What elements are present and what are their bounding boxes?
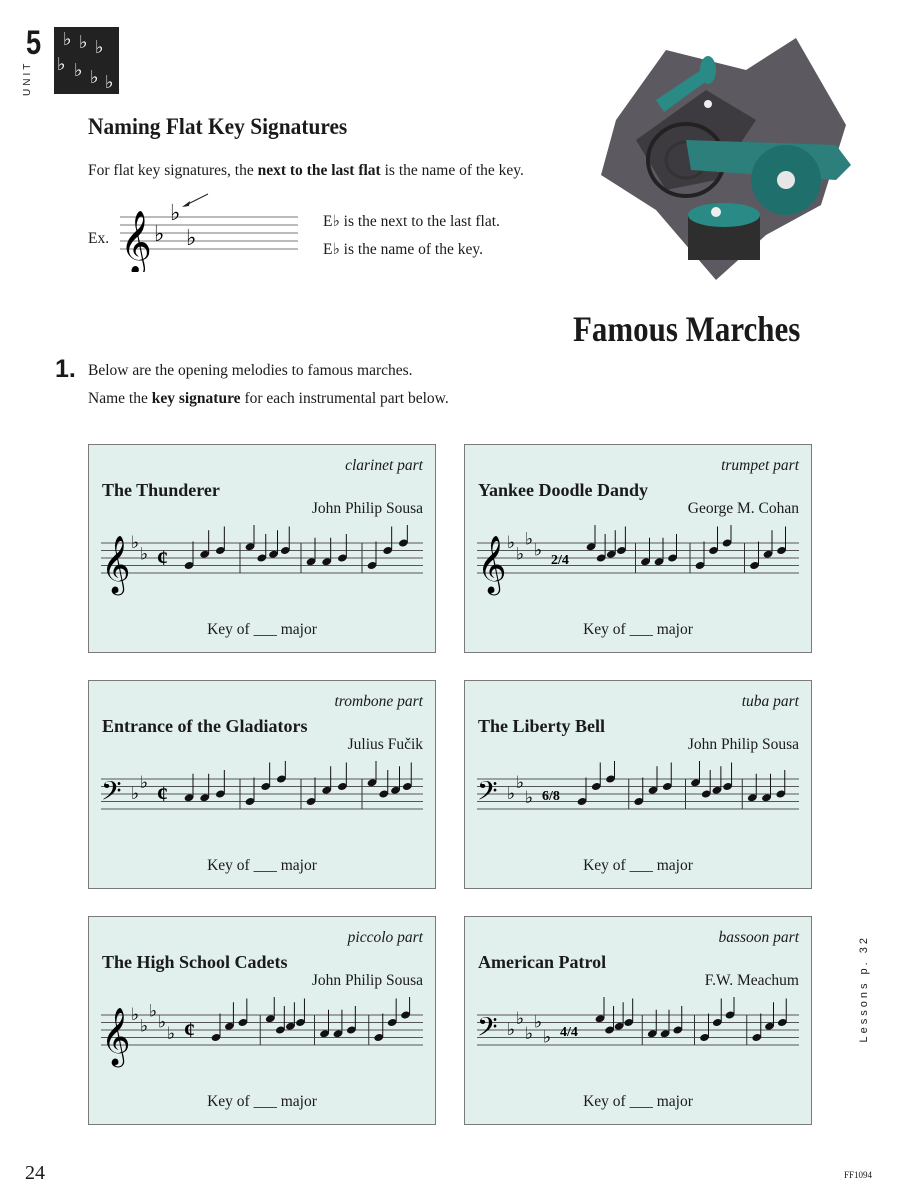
flat-icon: ♭ <box>131 1005 140 1025</box>
instrument-part: trumpet part <box>721 457 799 474</box>
flat-icon: ♭ <box>534 540 543 561</box>
marching-instruments-illustration <box>596 30 861 285</box>
flat-icon: ♭ <box>131 533 140 553</box>
key-answer-blank[interactable]: Key of ___ major <box>583 621 693 638</box>
flat-icon: ♭ <box>158 1012 167 1033</box>
bass-clef-icon: 𝄢 <box>477 775 498 813</box>
flat-icon: ♭ <box>516 772 525 793</box>
flat-icon: ♭ <box>131 784 140 804</box>
intro-text: For flat key signatures, the next to the last flat is the name of the key. <box>88 162 524 179</box>
key-answer-blank[interactable]: Key of ___ major <box>583 1093 693 1110</box>
flat-icon: ♭ <box>525 529 534 550</box>
march-card <box>464 916 812 1125</box>
instrument-part: tuba part <box>741 693 799 710</box>
march-title: The Thunderer <box>102 480 220 500</box>
question-line-2: Name the key signature for each instrumental part below. <box>88 390 449 407</box>
question-line-1: Below are the opening melodies to famous marches. <box>88 362 413 379</box>
key-answer-blank[interactable]: Key of ___ major <box>583 857 693 874</box>
flat-icon: ♭ <box>543 1027 552 1048</box>
unit-number: 5 <box>26 24 42 62</box>
composer: John Philip Sousa <box>687 736 799 753</box>
bass-clef-icon: 𝄢 <box>477 1011 498 1049</box>
music-staff <box>101 525 425 605</box>
section-title: Naming Flat Key Signatures <box>88 114 348 139</box>
flat-icon: ♭ <box>140 772 149 793</box>
music-staff <box>101 761 425 841</box>
composer: Julius Fučik <box>347 736 423 753</box>
example-line-1: E♭ is the next to the last flat. <box>323 213 500 230</box>
treble-clef-icon: 𝄞 <box>101 535 131 593</box>
flat-icon: ♭ <box>140 544 149 565</box>
time-signature: 4/4 <box>560 1025 578 1040</box>
march-title: The High School Cadets <box>102 952 288 972</box>
svg-text:𝄞: 𝄞 <box>120 210 152 272</box>
march-title: American Patrol <box>478 952 607 972</box>
bass-clef-icon: 𝄢 <box>101 775 122 813</box>
flat-icon: ♭ <box>534 1012 543 1033</box>
flat-icon: ♭ <box>507 533 516 553</box>
key-answer-blank[interactable]: Key of ___ major <box>207 857 317 874</box>
flat-icon: ♭ <box>507 1020 516 1040</box>
page-number: 24 <box>25 1162 45 1184</box>
march-card <box>88 444 436 653</box>
example-staff <box>118 192 300 272</box>
instrument-part: piccolo part <box>347 929 423 946</box>
key-answer-blank[interactable]: Key of ___ major <box>207 1093 317 1110</box>
march-card <box>88 680 436 889</box>
music-staff <box>101 997 425 1077</box>
svg-text:♭: ♭ <box>186 226 197 251</box>
svg-text:♭: ♭ <box>154 222 165 247</box>
flat-icon: ♭ <box>525 787 534 808</box>
march-title: Entrance of the Gladiators <box>102 716 308 736</box>
composer: George M. Cohan <box>687 500 799 517</box>
march-title: The Liberty Bell <box>478 716 605 736</box>
unit-flats-badge: ♭ ♭ ♭ ♭ ♭ ♭ ♭ <box>54 27 119 94</box>
flat-icon: ♭ <box>525 1023 534 1044</box>
flat-icon: ♭ <box>516 1008 525 1029</box>
instrument-part: bassoon part <box>718 929 799 946</box>
instrument-part: clarinet part <box>345 457 423 474</box>
example-line-2: E♭ is the name of the key. <box>323 241 483 258</box>
composer: John Philip Sousa <box>311 972 423 989</box>
treble-clef-icon: 𝄞 <box>101 1007 131 1065</box>
march-card <box>464 680 812 889</box>
composer: John Philip Sousa <box>311 500 423 517</box>
key-answer-blank[interactable]: Key of ___ major <box>207 621 317 638</box>
music-staff <box>477 997 801 1077</box>
flat-icon: ♭ <box>507 784 516 804</box>
music-staff <box>477 525 801 605</box>
flat-icon: ♭ <box>516 544 525 565</box>
flat-icon: ♭ <box>167 1023 176 1044</box>
march-card <box>88 916 436 1125</box>
time-signature: 2/4 <box>551 553 569 568</box>
svg-text:♭: ♭ <box>170 201 181 226</box>
treble-clef-icon: 𝄞 <box>477 535 507 593</box>
flat-icon: ♭ <box>149 1001 158 1022</box>
unit-label: UNIT <box>22 60 33 96</box>
instrument-part: trombone part <box>334 693 423 710</box>
cut-time-icon: ¢ <box>157 781 168 806</box>
question-number: 1. <box>55 355 76 383</box>
example-label: Ex. <box>88 230 110 247</box>
time-signature: 6/8 <box>542 789 560 804</box>
composer: F.W. Meachum <box>704 972 799 989</box>
march-card <box>464 444 812 653</box>
flat-icon: ♭ <box>140 1016 149 1037</box>
publication-code: FF1094 <box>844 1170 873 1180</box>
lesson-reference: Lessons p. 32 <box>858 935 870 1043</box>
cut-time-icon: ¢ <box>184 1017 195 1042</box>
march-title: Yankee Doodle Dandy <box>478 480 649 500</box>
cut-time-icon: ¢ <box>157 545 168 570</box>
music-staff <box>477 761 801 841</box>
main-title: Famous Marches <box>573 309 801 349</box>
